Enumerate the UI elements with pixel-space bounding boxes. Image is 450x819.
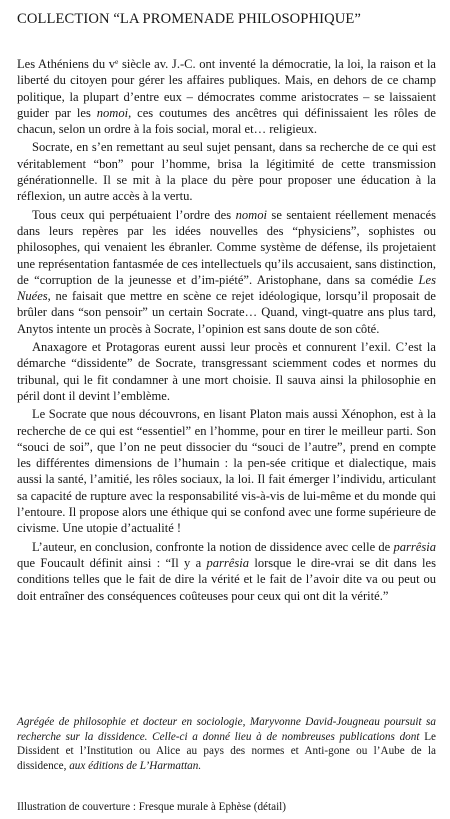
paragraph-4: Anaxagore et Protagoras eurent aussi leur procès et connurent l’exil. C’est la démarche “dissidente” de Socrate, transgressant sciemment codes et normes du tribunal, qui le fit condamner à une mort choisie. Il sauva ainsi la philosophie en péril dont il devint l’emblème. [17, 340, 436, 403]
paragraph-5: Le Socrate que nous découvrons, en lisant Platon mais aussi Xénophon, est à la recherche de ce qui est “essentiel” en l’homme, pour en tirer le meilleur parti. Son “souci de soi”, que l’on ne peut dissocier du “souci de l’autre”, prend en compte les différentes dimensions de l’humain : la pen-sée critique et dialectique, mais aussi la santé, l’amitié, les rôles sociaux, la loi. Il fait émerger l’individu, articulant sa capacité de rupture avec la responsabilité vis-à-vis de lui-même et du monde qui l’entoure. Il propose alors une éthique qui se confond avec une forme supérieure de civisme. Une utopie d’actualité ! [17, 407, 436, 536]
author-bio: Agrégée de philosophie et docteur en sociologie, Maryvonne David-Jougneau poursuit sa recherche sur la dissidence. Celle-ci a donné lieu à de nombreuses publications dont Le Dissident et l’Institution ou Alice au pays des normes et Anti-gone ou l’Aube de la dissidence, aux éditions de L’Harmattan. [17, 716, 437, 772]
paragraph-6: L’auteur, en conclusion, confronte la notion de dissidence avec celle de parrêsia que Foucault définit ainsi : “Il y a parrêsia lorsque le dire-vrai se dit dans les conditions telles que le fait de dire la vérité et le fait de l’avoir dite va ou peut ou doit entraîner des conséquences coûteuses pour ceux qui ont dit la vérité.” [17, 539, 436, 603]
paragraph-1: Les Athéniens du $v^e$ siècle av. J.-C. ont inventé la démocratie, la loi, la raison et la liberté du citoyen pour gérer les affaires publiques. Mais, en dehors de ce champ politique, la plupart d’entre eux – démocrates comme aristocrates – se laissaient guider par les nomoi, ces coutumes des ancêtres qui définissaient les rôles de chacun, selon un ordre à la fois social, moral et… religieux. [17, 56, 436, 137]
paragraph-2: Socrate, en s’en remettant au seul sujet pensant, dans sa recherche de ce qui est véritablement “bon” pour l’homme, brisa la légitimité de cette transmission générationnelle. Il se mit à la place du père pour proposer une éducation à la réflexion, un autre accès à la vertu. [17, 140, 436, 204]
paragraph-3: Tous ceux qui perpétuaient l’ordre des nomoi se sentaient réellement menacés dans leurs repères par les idées nouvelles des “physiciens”, sophistes ou philosophes, qui venaient les ébranler. Comme système de défense, ils projetaient une représentation fantasmée de ces intellectuels qu’ils accusaient, sans distinction, de “corruption de la jeunesse et d’im-piété”. Aristophane, dans sa comédie Les Nuées, ne faisait que mettre en scène ce rejet idéologique, lorsqu’il proposait de brûler dans “son pensoir” un certain Socrate… Quand, vingt-quatre ans plus tard, Anytos intente un procès à Socrate, l’opinion est sans doute de son côté. [17, 207, 437, 336]
illustration-credit: Illustration de couverture : Fresque murale à Ephèse (détail) [17, 801, 287, 813]
collection-title: COLLECTION “LA PROMENADE PHILOSOPHIQUE” [17, 11, 361, 27]
blurb-body [17, 56, 436, 606]
